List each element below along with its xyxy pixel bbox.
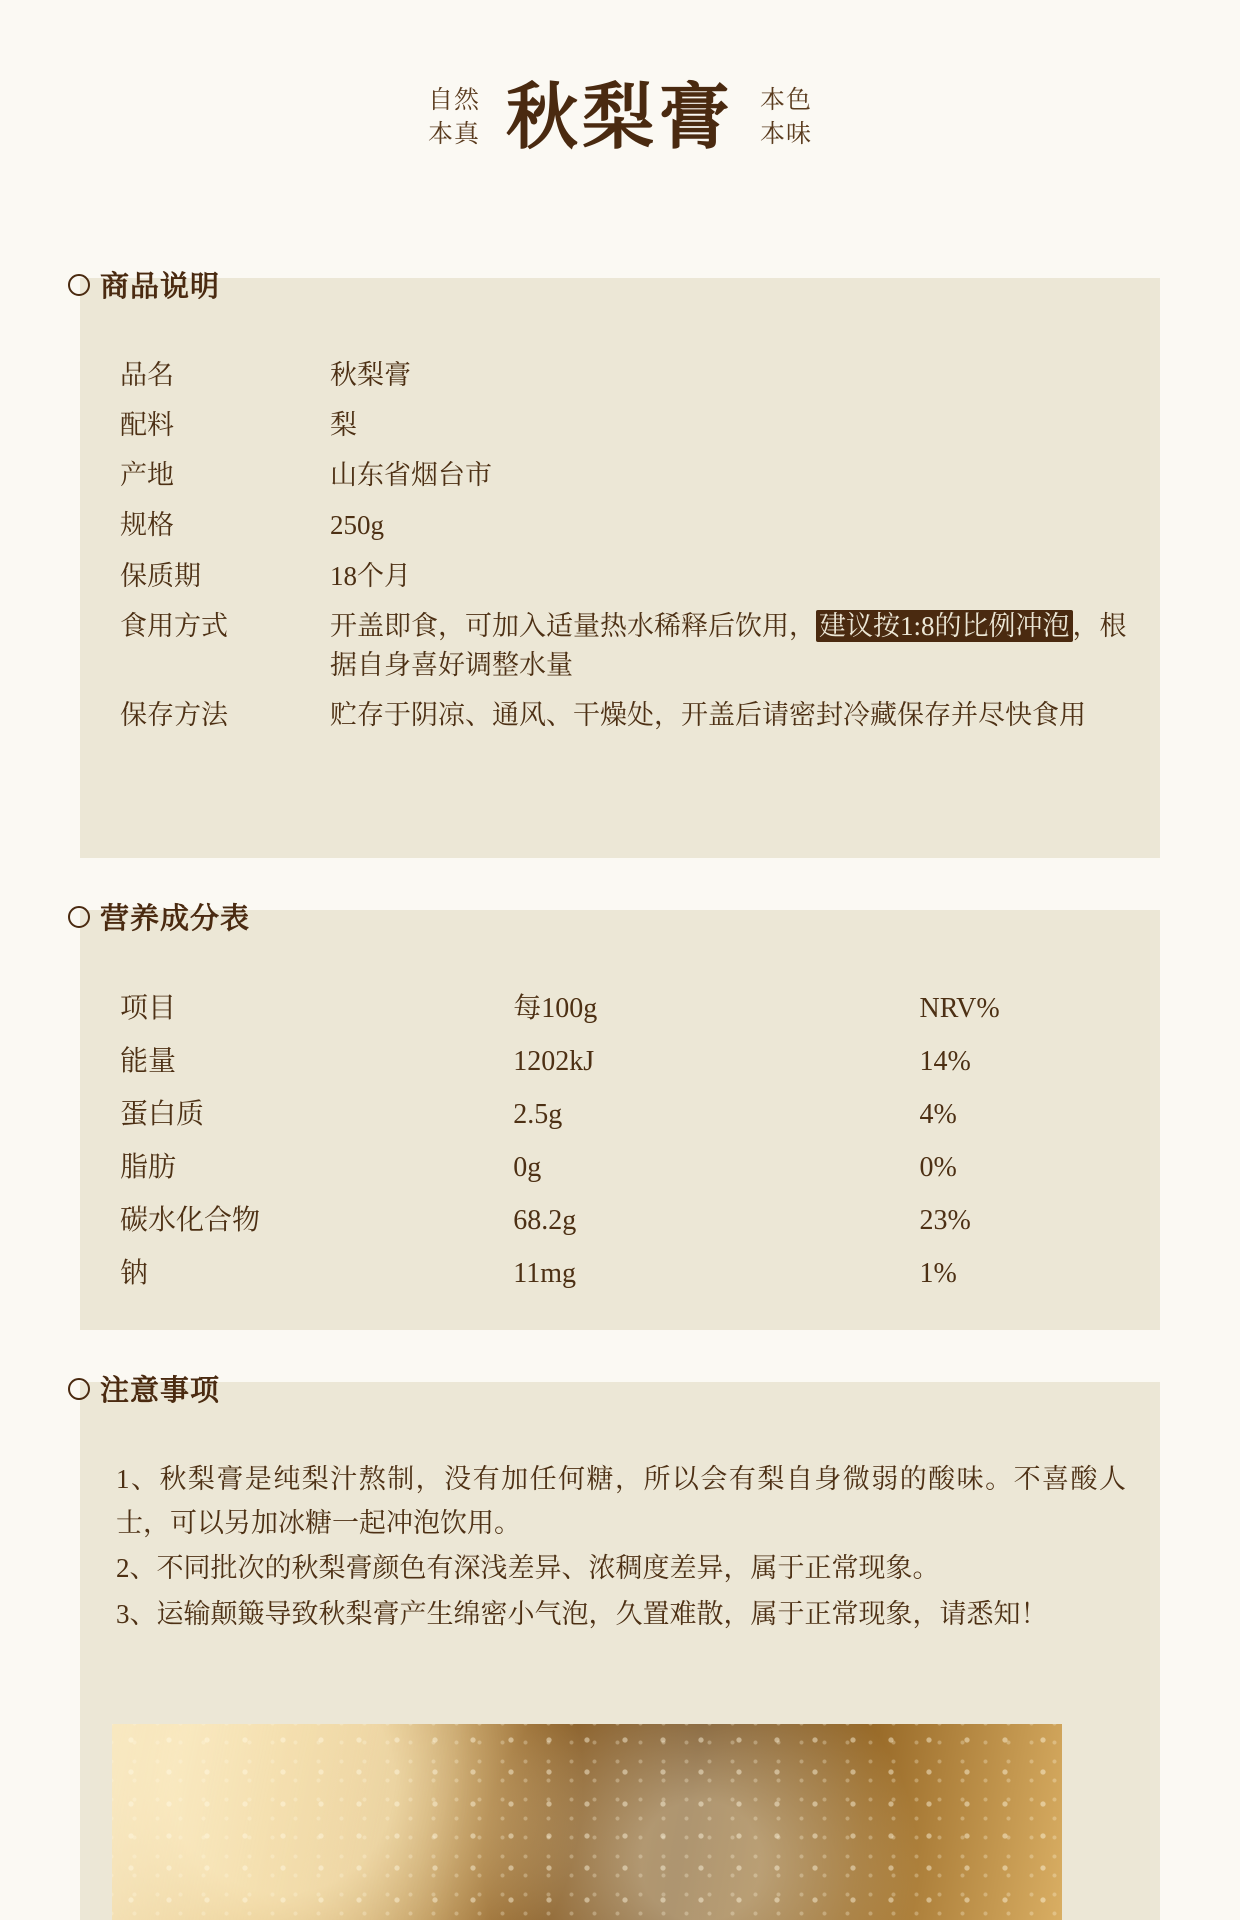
header-left-word-line1: 自然 (427, 87, 480, 115)
spec-label-storage: 保存方法 (120, 699, 228, 730)
nutrition-panel (80, 903, 1160, 1330)
nutrition-label-fat: 脂肪 (120, 1152, 177, 1183)
product-spec-table (120, 356, 1130, 746)
notes-heading (68, 1368, 220, 1409)
product-photo (112, 1724, 1062, 1920)
spec-value-shelf-life: 18个月 (330, 560, 411, 591)
nutrition-label-carbs: 碳水化合物 (120, 1205, 261, 1236)
nutrition-table (120, 988, 1130, 1306)
spec-label-usage: 食用方式 (120, 610, 228, 641)
table-row (120, 696, 1130, 746)
spec-value-spec: 250g (330, 510, 384, 541)
nutrition-header-item: 项目 (120, 993, 177, 1024)
note-item: 1、秋梨膏是纯梨汁熬制，没有加任何糖，所以会有梨自身微弱的酸味。不喜酸人士，可以另加冰糖一起冲泡饮用。 (116, 1464, 1126, 1538)
circle-marker-icon (68, 1378, 90, 1400)
nutrition-value-protein: 2.5g (513, 1099, 563, 1130)
nutrition-nrv-protein: 4% (919, 1099, 957, 1130)
note-item: 3、运输颠簸导致秋梨膏产生绵密小气泡，久置难散，属于正常现象，请悉知！ (116, 1599, 1048, 1630)
spec-label-spec: 规格 (120, 510, 174, 541)
table-row (120, 1200, 1130, 1253)
usage-text-highlight: 建议按1:8的比例冲泡 (816, 610, 1073, 642)
header-right-word-line2: 本味 (760, 121, 813, 148)
spec-label-ingredients: 配料 (120, 410, 174, 441)
table-row (120, 1147, 1130, 1200)
table-row (120, 1253, 1130, 1306)
table-header-row (120, 988, 1130, 1041)
table-row (120, 456, 1130, 506)
spec-value-ingredients: 梨 (330, 410, 357, 441)
header-right-words (760, 84, 812, 152)
usage-text-post: ，根据自身喜好调整水量 (330, 610, 1127, 680)
nutrition-heading (68, 896, 250, 937)
nutrition-nrv-carbs: 23% (919, 1205, 971, 1236)
nutrition-value-fat: 0g (513, 1152, 542, 1183)
nutrition-label-energy: 能量 (120, 1046, 177, 1077)
table-row (120, 356, 1130, 406)
table-row (120, 506, 1130, 556)
notes-body (116, 1458, 1126, 1639)
nutrition-title: 营养成分表 (100, 903, 251, 935)
spec-label-name: 品名 (120, 360, 174, 390)
nutrition-header-per100g: 每100g (513, 993, 598, 1024)
table-row (120, 1094, 1130, 1147)
circle-marker-icon (68, 906, 90, 928)
header-inner (427, 78, 813, 158)
header-left-word-line2: 本真 (427, 121, 480, 148)
nutrition-label-sodium: 钠 (120, 1258, 149, 1289)
nutrition-value-sodium: 11mg (513, 1258, 577, 1289)
nutrition-nrv-sodium: 1% (919, 1258, 957, 1289)
table-row (120, 406, 1130, 456)
notes-title: 注意事项 (100, 1375, 221, 1407)
table-row (120, 1041, 1130, 1094)
nutrition-nrv-fat: 0% (919, 1152, 957, 1183)
spec-value-storage: 贮存于阴凉、通风、干燥处，开盖后请密封冷藏保存并尽快食用 (330, 699, 1086, 730)
page-title: 秋梨膏 (505, 78, 734, 158)
nutrition-header-nrv: NRV% (919, 993, 1000, 1024)
note-item: 2、不同批次的秋梨膏颜色有深浅差异、浓稠度差异，属于正常现象。 (116, 1553, 940, 1584)
spec-label-origin: 产地 (120, 460, 174, 491)
spec-value-name: 秋梨膏 (330, 360, 411, 390)
nutrition-value-carbs: 68.2g (513, 1205, 577, 1236)
nutrition-label-protein: 蛋白质 (120, 1099, 205, 1130)
table-row (120, 607, 1130, 696)
nutrition-nrv-energy: 14% (919, 1046, 971, 1077)
product-description-panel (80, 271, 1160, 858)
photo-sheen-layer (112, 1724, 468, 1920)
table-row (120, 557, 1130, 607)
header-left-words (428, 84, 480, 152)
product-description-title: 商品说明 (100, 271, 221, 303)
nutrition-value-energy: 1202kJ (513, 1046, 595, 1077)
usage-text-pre: 开盖即食，可加入适量热水稀释后饮用， (330, 610, 816, 641)
page-header (0, 0, 1240, 158)
circle-marker-icon (68, 274, 90, 296)
spec-label-shelf-life: 保质期 (120, 560, 201, 591)
header-right-word-line1: 本色 (760, 87, 813, 115)
spec-value-usage (330, 607, 1130, 696)
spec-value-origin: 山东省烟台市 (330, 460, 492, 491)
product-description-heading (68, 264, 220, 305)
